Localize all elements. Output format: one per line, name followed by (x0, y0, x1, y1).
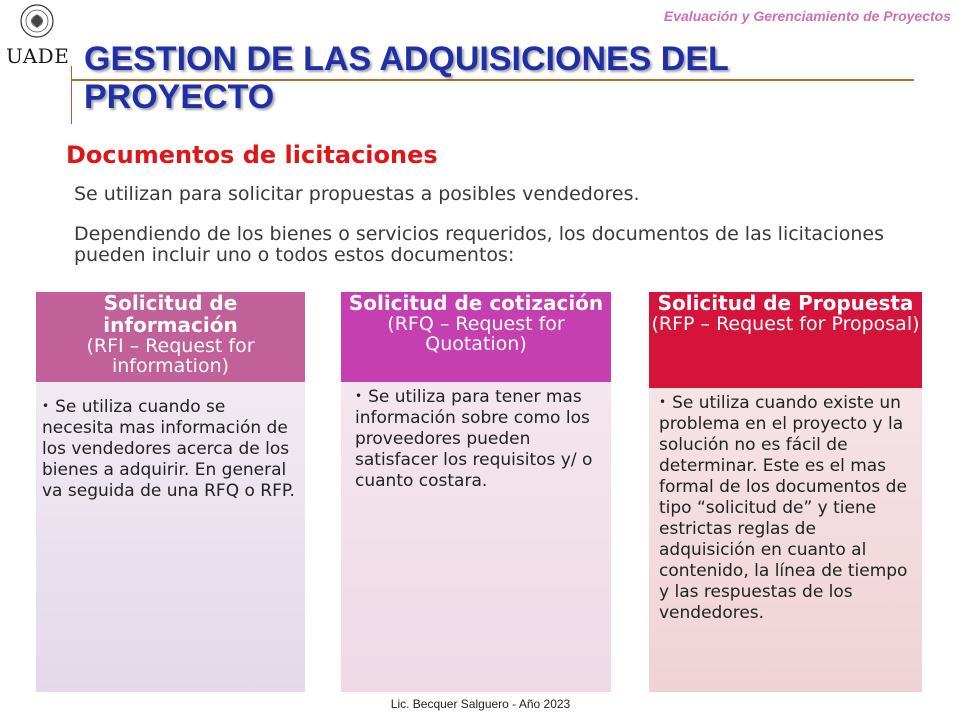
university-seal-icon (20, 4, 54, 38)
card-rfq-header (341, 292, 611, 382)
card-rfp-subtitle: (RFP – Request for Proposal) (651, 313, 920, 335)
card-rfp-header (649, 292, 922, 388)
intro-line-2: Dependiendo de los bienes o servicios requeridos, los documentos de las licitaciones pueden incluir uno o todos estos documentos: (74, 223, 885, 266)
bullet-icon: • (659, 395, 667, 409)
header-vertical-divider (71, 66, 72, 124)
card-rfi-text: Se utiliza cuando se necesita mas información de los vendedores acerca de los bienes a adquirir. En general va seguida de una RFQ o RFP. (42, 397, 295, 501)
card-rfi-subtitle: (RFI – Request for information) (86, 335, 255, 377)
card-rfq-title: Solicitud de cotización (348, 291, 604, 315)
card-rfp-body (649, 388, 922, 692)
card-rfi-body (36, 382, 305, 692)
bullet-icon: • (42, 399, 50, 413)
card-rfi-title: Solicitud de información (103, 291, 238, 337)
course-subject: Evaluación y Gerenciamiento de Proyectos (663, 8, 951, 24)
card-rfp-text: Se utiliza cuando existe un problema en el proyecto y la solución no es fácil de determinar. Este es el mas formal de los documentos de tipo “solicitud de” y tiene estrictas reglas de adquisición en cuanto al contenido, la línea de tiempo y las respuestas de los vendedores. (659, 393, 908, 623)
card-rfi-header (36, 292, 305, 382)
card-rfq-body (341, 382, 611, 692)
card-rfq-subtitle: (RFQ – Request for Quotation) (387, 313, 565, 355)
slide-title: GESTION DE LAS ADQUISICIONES DEL PROYECTO (84, 40, 729, 116)
slide-footer: Lic. Becquer Salguero - Año 2023 (390, 697, 571, 711)
intro-line-1: Se utilizan para solicitar propuestas a posibles vendedores. (74, 183, 640, 205)
card-rfq-text: Se utiliza para tener mas información sobre como los proveedores pueden satisfacer los requisitos y/ o cuanto costara. (355, 387, 593, 491)
section-title: Documentos de licitaciones (66, 141, 438, 169)
university-logo-text: UADE (6, 44, 70, 68)
card-rfp-title: Solicitud de Propuesta (657, 291, 914, 315)
bullet-icon: • (355, 389, 363, 403)
